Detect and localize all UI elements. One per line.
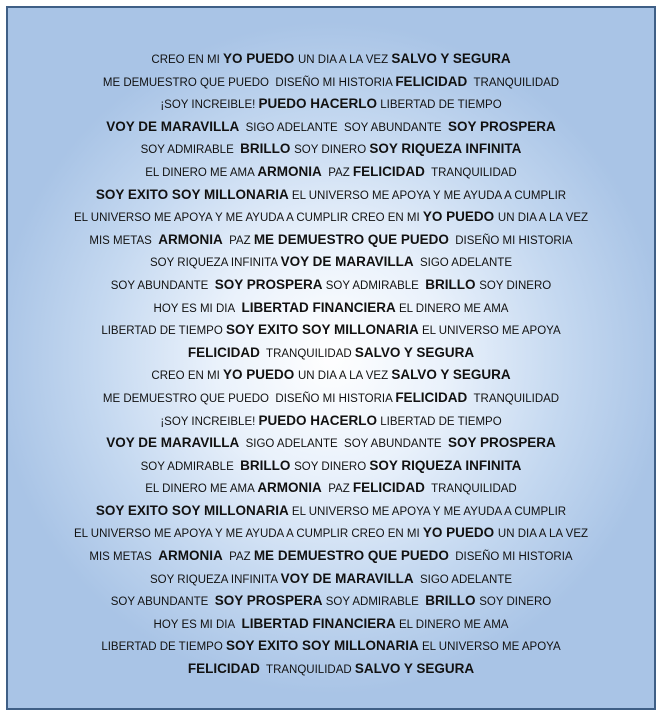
affirmation-emphasis: ARMONIA bbox=[158, 231, 223, 247]
affirmation-emphasis: FELICIDAD bbox=[395, 73, 468, 89]
affirmation-emphasis: ARMONIA bbox=[257, 480, 322, 496]
affirmation-line bbox=[8, 274, 654, 297]
affirmation-emphasis: ARMONIA bbox=[257, 163, 322, 179]
affirmation-text: DISEÑO MI HISTORIA bbox=[448, 551, 573, 564]
affirmation-emphasis: SALVO Y SEGURA bbox=[391, 51, 511, 66]
affirmation-emphasis: VOY DE MARAVILLA bbox=[280, 254, 414, 270]
affirmation-text: MIS METAS bbox=[89, 234, 159, 247]
affirmation-emphasis: FELICIDAD bbox=[187, 344, 260, 360]
affirmation-line bbox=[8, 658, 654, 681]
affirmation-text: EL DINERO ME AMA bbox=[395, 302, 509, 315]
affirmation-line bbox=[8, 455, 654, 478]
affirmation-emphasis: SALVO Y SEGURA bbox=[391, 367, 511, 383]
affirmation-text: ME DEMUESTRO QUE PUEDO DISEÑO MI HISTORIA bbox=[102, 392, 396, 405]
affirmation-emphasis: ME DEMUESTRO QUE PUEDO bbox=[253, 548, 449, 564]
affirmation-line bbox=[8, 568, 654, 591]
affirmation-text: SIGO ADELANTE bbox=[413, 257, 512, 270]
affirmation-text: SOY RIQUEZA INFINITA bbox=[149, 257, 281, 270]
affirmation-text: MIS METAS bbox=[89, 551, 159, 564]
affirmation-text: SOY ABUNDANTE bbox=[110, 279, 215, 292]
affirmation-emphasis: FELICIDAD bbox=[395, 389, 468, 405]
affirmation-text: PAZ bbox=[321, 166, 353, 179]
affirmation-line bbox=[8, 387, 654, 410]
affirmation-emphasis: VOY DE MARAVILLA bbox=[106, 118, 240, 134]
affirmation-text: SIGO ADELANTE SOY ABUNDANTE bbox=[239, 438, 448, 451]
affirmation-text: UN DIA A LA VEZ bbox=[497, 212, 589, 225]
affirmation-text: SOY DINERO bbox=[479, 279, 552, 292]
affirmation-line bbox=[8, 48, 654, 71]
affirmation-emphasis: FELICIDAD bbox=[352, 480, 425, 496]
affirmation-emphasis: LIBERTAD FINANCIERA bbox=[241, 299, 396, 315]
affirmation-lines bbox=[8, 48, 654, 681]
affirmation-text: EL UNIVERSO ME APOYA Y ME AYUDA A CUMPLIR bbox=[288, 505, 567, 518]
affirmation-emphasis: SOY EXITO SOY MILLONARIA bbox=[225, 322, 419, 338]
affirmation-text: CREO EN MI bbox=[151, 54, 223, 66]
affirmation-line bbox=[8, 613, 654, 636]
affirmation-text: ¡SOY INCREIBLE! bbox=[160, 99, 259, 112]
affirmation-line bbox=[8, 477, 654, 500]
affirmation-line bbox=[8, 319, 654, 342]
affirmation-panel bbox=[6, 6, 656, 710]
affirmation-line bbox=[8, 206, 654, 229]
affirmation-emphasis: BRILLO bbox=[425, 276, 480, 292]
affirmation-emphasis: PUEDO HACERLO bbox=[258, 96, 378, 112]
affirmation-emphasis: BRILLO bbox=[425, 593, 480, 609]
affirmation-text: LIBERTAD DE TIEMPO bbox=[377, 415, 502, 428]
affirmation-line bbox=[8, 116, 654, 139]
affirmation-emphasis: PUEDO HACERLO bbox=[258, 412, 378, 428]
affirmation-emphasis: VOY DE MARAVILLA bbox=[280, 570, 414, 586]
affirmation-text: SIGO ADELANTE bbox=[413, 573, 512, 586]
affirmation-text: UN DIA A LA VEZ bbox=[497, 528, 589, 541]
affirmation-line bbox=[8, 635, 654, 658]
affirmation-text: LIBERTAD DE TIEMPO bbox=[377, 99, 502, 112]
affirmation-text: ¡SOY INCREIBLE! bbox=[160, 415, 259, 428]
affirmation-text: TRANQUILIDAD bbox=[259, 664, 355, 677]
affirmation-line bbox=[8, 297, 654, 320]
affirmation-line bbox=[8, 138, 654, 161]
affirmation-emphasis: ARMONIA bbox=[158, 548, 223, 564]
affirmation-text: EL DINERO ME AMA bbox=[145, 483, 258, 496]
affirmation-text: TRANQUILIDAD bbox=[259, 347, 355, 360]
affirmation-line bbox=[8, 500, 654, 523]
affirmation-emphasis: YO PUEDO bbox=[422, 525, 498, 541]
affirmation-text: SIGO ADELANTE SOY ABUNDANTE bbox=[239, 121, 448, 134]
affirmation-text: SOY ABUNDANTE bbox=[110, 596, 215, 609]
affirmation-text: HOY ES MI DIA bbox=[153, 618, 242, 631]
affirmation-line bbox=[8, 545, 654, 568]
affirmation-emphasis: LIBERTAD FINANCIERA bbox=[241, 615, 396, 631]
affirmation-text: SOY ADMIRABLE bbox=[140, 460, 241, 473]
affirmation-text: SOY DINERO bbox=[479, 596, 552, 609]
affirmation-text: TRANQUILIDAD bbox=[467, 392, 560, 405]
affirmation-text: SOY DINERO bbox=[294, 144, 370, 157]
affirmation-text: TRANQUILIDAD bbox=[467, 76, 560, 89]
affirmation-emphasis: SOY PROSPERA bbox=[447, 435, 556, 451]
affirmation-line bbox=[8, 184, 654, 207]
affirmation-emphasis: SOY PROSPERA bbox=[214, 276, 323, 292]
affirmation-emphasis: SALVO Y SEGURA bbox=[354, 661, 475, 677]
affirmation-line bbox=[8, 410, 654, 433]
affirmation-text: SOY RIQUEZA INFINITA bbox=[149, 573, 281, 586]
affirmation-line bbox=[8, 590, 654, 613]
affirmation-emphasis: YO PUEDO bbox=[422, 209, 498, 225]
affirmation-text: EL UNIVERSO ME APOYA bbox=[418, 325, 561, 338]
affirmation-emphasis: YO PUEDO bbox=[222, 51, 298, 66]
affirmation-emphasis: SALVO Y SEGURA bbox=[354, 344, 475, 360]
affirmation-text: UN DIA A LA VEZ bbox=[297, 370, 392, 383]
affirmation-emphasis: YO PUEDO bbox=[222, 367, 298, 383]
affirmation-line bbox=[8, 71, 654, 94]
affirmation-emphasis: SOY EXITO SOY MILLONARIA bbox=[225, 638, 419, 654]
affirmation-line bbox=[8, 522, 654, 545]
affirmation-text: LIBERTAD DE TIEMPO bbox=[101, 641, 226, 654]
affirmation-line bbox=[8, 93, 654, 116]
affirmation-text: EL UNIVERSO ME APOYA Y ME AYUDA A CUMPLIR CREO EN MI bbox=[73, 528, 423, 541]
affirmation-line bbox=[8, 251, 654, 274]
affirmation-text: TRANQUILIDAD bbox=[424, 166, 517, 179]
affirmation-text: EL DINERO ME AMA bbox=[395, 618, 509, 631]
affirmation-emphasis: ME DEMUESTRO QUE PUEDO bbox=[253, 231, 449, 247]
affirmation-line bbox=[8, 229, 654, 252]
affirmation-text: EL UNIVERSO ME APOYA Y ME AYUDA A CUMPLIR CREO EN MI bbox=[73, 212, 423, 225]
affirmation-line bbox=[8, 364, 654, 387]
affirmation-emphasis: SOY RIQUEZA INFINITA bbox=[369, 141, 522, 157]
affirmation-text: ME DEMUESTRO QUE PUEDO DISEÑO MI HISTORIA bbox=[102, 76, 396, 89]
affirmation-emphasis: BRILLO bbox=[240, 141, 295, 157]
affirmation-text: SOY ADMIRABLE bbox=[140, 144, 241, 157]
affirmation-text: EL DINERO ME AMA bbox=[145, 166, 258, 179]
affirmation-emphasis: SOY PROSPERA bbox=[214, 593, 323, 609]
affirmation-text: SOY DINERO bbox=[294, 460, 370, 473]
affirmation-text: LIBERTAD DE TIEMPO bbox=[101, 325, 226, 338]
affirmation-emphasis: SOY PROSPERA bbox=[447, 118, 556, 134]
affirmation-text: EL UNIVERSO ME APOYA Y ME AYUDA A CUMPLIR bbox=[288, 189, 567, 202]
affirmation-text: PAZ bbox=[222, 551, 254, 564]
affirmation-emphasis: SOY EXITO SOY MILLONARIA bbox=[95, 186, 289, 202]
affirmation-text: UN DIA A LA VEZ bbox=[297, 54, 392, 66]
affirmation-emphasis: BRILLO bbox=[240, 457, 295, 473]
affirmation-text: EL UNIVERSO ME APOYA bbox=[418, 641, 561, 654]
affirmation-text: CREO EN MI bbox=[151, 370, 223, 383]
affirmation-text: TRANQUILIDAD bbox=[424, 483, 517, 496]
affirmation-text: PAZ bbox=[321, 483, 353, 496]
affirmation-text: HOY ES MI DIA bbox=[153, 302, 242, 315]
affirmation-text: PAZ bbox=[222, 234, 254, 247]
affirmation-text: DISEÑO MI HISTORIA bbox=[448, 234, 573, 247]
affirmation-line bbox=[8, 161, 654, 184]
affirmation-text: SOY ADMIRABLE bbox=[322, 279, 426, 292]
affirmation-emphasis: VOY DE MARAVILLA bbox=[106, 435, 240, 451]
affirmation-line bbox=[8, 342, 654, 365]
affirmation-emphasis: FELICIDAD bbox=[352, 163, 425, 179]
affirmation-line bbox=[8, 432, 654, 455]
affirmation-emphasis: SOY RIQUEZA INFINITA bbox=[369, 457, 522, 473]
affirmation-emphasis: SOY EXITO SOY MILLONARIA bbox=[95, 502, 289, 518]
affirmation-emphasis: FELICIDAD bbox=[187, 661, 260, 677]
affirmation-text: SOY ADMIRABLE bbox=[322, 596, 426, 609]
